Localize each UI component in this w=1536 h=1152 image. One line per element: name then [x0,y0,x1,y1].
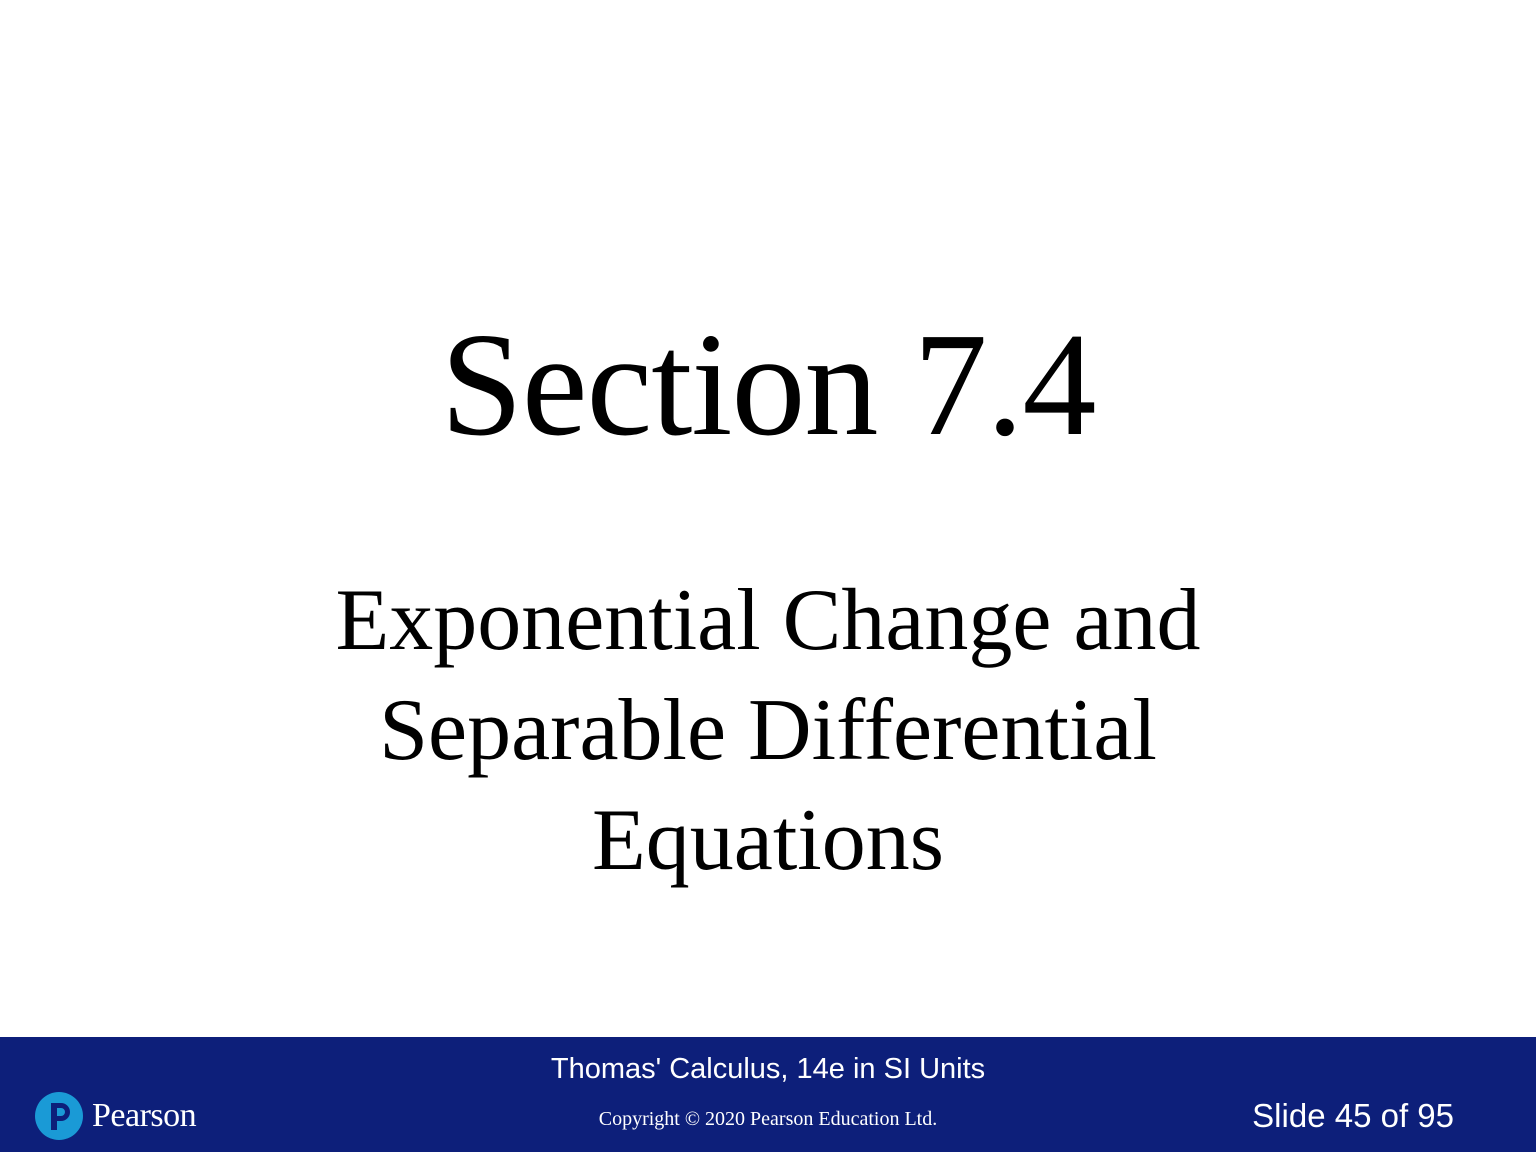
slide-title: Section 7.4 [440,303,1096,467]
book-title: Thomas' Calculus, 14e in SI Units [550,1053,986,1085]
subtitle-line-2: Separable Differential [379,682,1157,779]
subtitle-line-3: Equations [592,792,944,889]
slide-counter: Slide 45 of 95 [1252,1097,1454,1134]
pearson-logo-text: Pearson [92,1097,197,1134]
slide-subtitle [0,566,1536,896]
subtitle-line-1: Exponential Change and [335,572,1201,669]
copyright-notice: Copyright © 2020 Pearson Education Ltd. [598,1108,938,1130]
